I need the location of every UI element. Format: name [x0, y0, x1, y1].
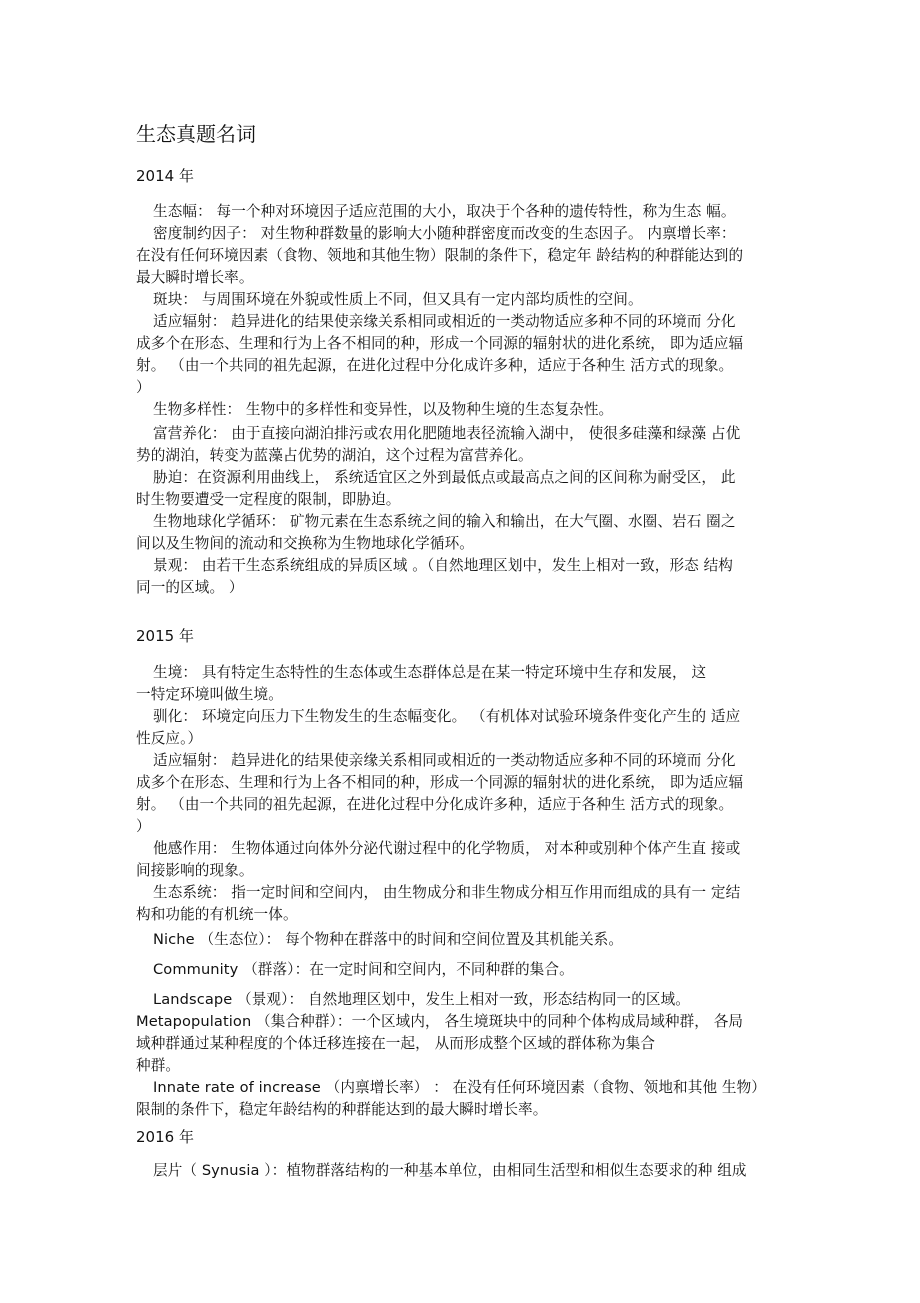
- term-line: 适应辐射： 趋异进化的结果使亲缘关系相同或相近的一类动物适应多种不同的环境而 分化: [153, 752, 736, 769]
- term-line: 时生物要遭受一定程度的限制，即胁迫。: [136, 491, 401, 508]
- term-line: 斑块： 与周围环境在外貌或性质上不同，但又具有一定内部均质性的空间。: [153, 291, 643, 308]
- term-line: 富营养化： 由于直接向湖泊排污或农用化肥随地表径流输入湖中， 使很多硅藻和绿藻 占优: [153, 425, 741, 442]
- term-line: ）: [136, 379, 151, 396]
- term-line: 同一的区域。 ）: [136, 579, 244, 596]
- term-line: 性反应。）: [136, 730, 203, 747]
- term-line: 成多个在形态、生理和行为上各不相同的种，形成一个同源的辐射状的进化系统， 即为适应辐: [136, 774, 744, 791]
- term-line: ）: [136, 818, 151, 835]
- term-line: 域种群通过某种程度的个体迁移连接在一起， 从而形成整个区域的群体称为集合: [136, 1035, 656, 1052]
- document-title: 生态真题名词: [136, 122, 256, 146]
- term-line: 种群。: [136, 1057, 181, 1074]
- term-line: Innate rate of increase （内禀增长率） ： 在没有任何环境因素（食物、领地和其他 生物）: [153, 1079, 766, 1096]
- year-heading-2015: 2015 年: [136, 627, 194, 645]
- term-line: Niche （生态位）： 每个物种在群落中的时间和空间位置及其机能关系。: [153, 931, 624, 948]
- term-line: 生境： 具有特定生态特性的生态体或生态群体总是在某一特定环境中生存和发展， 这: [153, 664, 707, 681]
- term-line: 在没有任何环境因素（食物、领地和其他生物）限制的条件下，稳定年 龄结构的种群能达到的: [136, 247, 744, 264]
- year-heading-2016: 2016 年: [136, 1128, 194, 1146]
- term-line: Metapopulation （集合种群）：一个区域内， 各生境斑块中的同种个体构成局域种群， 各局: [136, 1013, 744, 1030]
- term-line: Landscape （景观）： 自然地理区划中，发生上相对一致，形态结构同一的区域。: [153, 991, 690, 1008]
- term-line: 射。 （由一个共同的祖先起源，在进化过程中分化成许多种，适应于各种生 活方式的现象。: [136, 796, 734, 813]
- term-line: 驯化： 环境定向压力下生物发生的生态幅变化。 （有机体对试验环境条件变化产生的 适应: [153, 708, 741, 725]
- year-heading-2014: 2014 年: [136, 167, 194, 185]
- term-line: 他感作用： 生物体通过向体外分泌代谢过程中的化学物质， 对本种或别种个体产生直 接或: [153, 840, 741, 857]
- term-line: 成多个在形态、生理和行为上各不相同的种，形成一个同源的辐射状的进化系统， 即为适应辐: [136, 335, 744, 352]
- term-line: 生物地球化学循环： 矿物元素在生态系统之间的输入和输出，在大气圈、水圈、岩石 圈之: [153, 513, 736, 530]
- term-line: 生态幅： 每一个种对环境因子适应范围的大小，取决于个各种的遗传特性，称为生态 幅。: [153, 203, 736, 220]
- term-line: 限制的条件下，稳定年龄结构的种群能达到的最大瞬时增长率。: [136, 1101, 548, 1118]
- term-line: 射。 （由一个共同的祖先起源，在进化过程中分化成许多种，适应于各种生 活方式的现象。: [136, 357, 734, 374]
- term-line: Community （群落）：在一定时间和空间内，不同种群的集合。: [153, 961, 574, 978]
- term-line: 生物多样性： 生物中的多样性和变异性，以及物种生境的生态复杂性。: [153, 401, 614, 418]
- term-line: 景观： 由若干生态系统组成的异质区域 。（自然地理区划中，发生上相对一致，形态 结构: [153, 557, 733, 574]
- term-line: 间以及生物间的流动和交换称为生物地球化学循环。: [136, 535, 474, 552]
- term-line: 势的湖泊，转变为蓝藻占优势的湖泊，这个过程为富营养化。: [136, 447, 533, 464]
- term-line: 层片（ Synusia ）：植物群落结构的一种基本单位，由相同生活型和相似生态要求的种 组成: [153, 1162, 747, 1179]
- term-line: 适应辐射： 趋异进化的结果使亲缘关系相同或相近的一类动物适应多种不同的环境而 分化: [153, 313, 736, 330]
- term-line: 构和功能的有机统一体。: [136, 906, 298, 923]
- term-line: 最大瞬时增长率。: [136, 269, 254, 286]
- term-line: 胁迫：在资源利用曲线上， 系统适宜区之外到最低点或最高点之间的区间称为耐受区， 此: [153, 469, 736, 486]
- term-line: 间接影响的现象。: [136, 862, 254, 879]
- term-line: 密度制约因子： 对生物种群数量的影响大小随种群密度而改变的生态因子。 内禀增长率：: [153, 225, 736, 242]
- term-line: 一特定环境叫做生境。: [136, 686, 283, 703]
- term-line: 生态系统： 指一定时间和空间内， 由生物成分和非生物成分相互作用而组成的具有一 定结: [153, 884, 741, 901]
